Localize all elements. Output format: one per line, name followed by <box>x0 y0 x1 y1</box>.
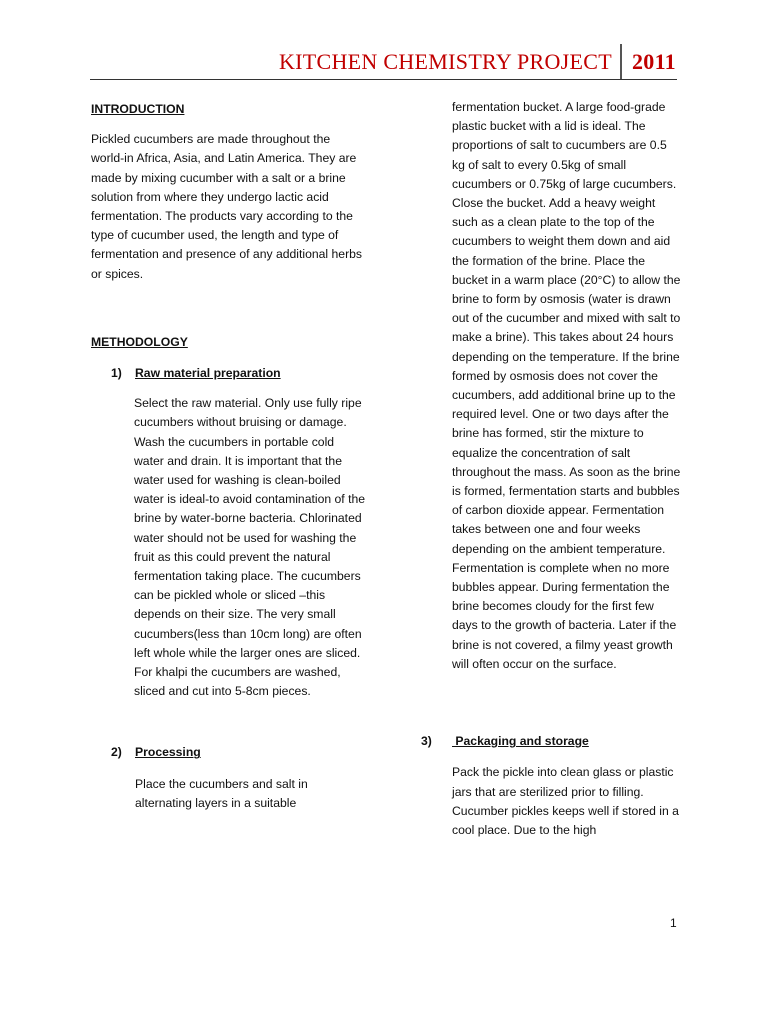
raw-material-text: Select the raw material. Only use fully ripe cucumbers without bruising or damage. Wash the cucumbers in portable cold water and drain. It is important that the water used for washing is clean-boiled water is ideal-to avoid contamination of the brine by water-borne bacteria. Chlorinated water should not be used for washing the fruit as this could prevent the natural fermentation taking place. The cucumbers can be pickled whole or sliced –this depends on their size. The very small cucumbers(less than 10cm long) are often left whole while the larger ones are sliced. For khalpi the cucumbers are washed, sliced and cut into 5-8cm pieces. <box>134 396 366 699</box>
introduction-text: Pickled cucumbers are made throughout the world-in Africa, Asia, and Latin America. They are made by mixing cucumber with a salt or a brine solution from where they undergo lactic acid fermentation. The products vary according to the type of cucumber used, the length and type of fermentation and presence of any additional herbs or spices. <box>91 132 363 281</box>
section-heading-processing <box>91 743 366 762</box>
page-number: 1 <box>670 916 677 930</box>
left-column <box>91 100 366 813</box>
header-separator <box>620 44 622 80</box>
section-title: Raw material preparation <box>135 366 281 381</box>
section-heading-packaging <box>421 732 682 751</box>
document-year: 2011 <box>632 49 676 74</box>
document-title: KITCHEN CHEMISTRY PROJECT <box>278 49 612 74</box>
section-number: 2) <box>111 745 122 760</box>
packaging-text: Pack the pickle into clean glass or plastic jars that are sterilized prior to filling. Cucumber pickles keeps well if stored in a cool place. Due to the high <box>452 765 679 837</box>
section-title: Packaging and storage <box>452 734 589 749</box>
page-header <box>279 44 676 80</box>
section-heading-raw-material <box>91 364 366 383</box>
processing-continued-text: fermentation bucket. A large food-grade plastic bucket with a lid is ideal. The proportions of salt to cucumbers are 0.5 kg of salt to every 0.5kg of small cucumbers or 0.75kg of large cucumbers. Close the bucket. Add a heavy weight such as a clean plate to the top of the cucumbers to weight them down and aid the formation of the brine. Place the bucket in a warm place (20°C) to allow the brine to form by osmosis (water is drawn out of the cucumber and mixed with salt to make a brine). This takes about 24 hours depending on the temperature. If the brine formed by osmosis does not cover the cucumbers, add additional brine up to the required level. One or two days after the brine has formed, stir the mixture to equalize the concentration of salt throughout the mass. As soon as the brine is formed, fermentation starts and bubbles of carbon dioxide appear. Fermentation takes between one and four weeks depending on the ambient temperature. Fermentation is complete when no more bubbles appear. During fermentation the brine becomes cloudy for the first few days to the growth of bacteria. Later if the brine is not covered, a filmy yeast growth will often occur on the surface. <box>452 100 681 671</box>
section-title: Processing <box>135 745 201 760</box>
section-number: 3) <box>421 734 432 749</box>
right-column <box>421 98 682 840</box>
processing-text: Place the cucumbers and salt in alternating layers in a suitable <box>135 776 308 810</box>
introduction-heading: INTRODUCTION <box>91 102 185 116</box>
methodology-heading: METHODOLOGY <box>91 334 188 349</box>
section-number: 1) <box>111 366 122 381</box>
header-rule <box>90 79 677 80</box>
